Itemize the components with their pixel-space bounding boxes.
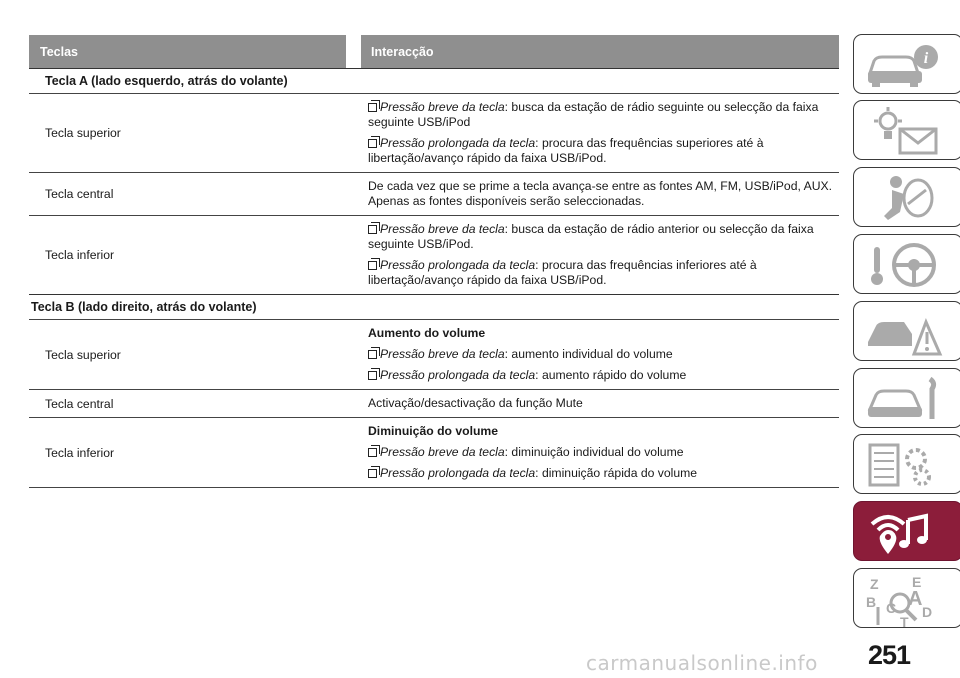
interaction-line [368, 368, 839, 383]
section-title-a: Tecla A (lado esquerdo, atrás do volante) [29, 68, 839, 93]
header-gap [346, 35, 361, 68]
interaction-line [368, 347, 839, 362]
table-header [29, 35, 839, 68]
interaction-cell [368, 94, 839, 172]
safety-airbag-icon [864, 172, 944, 224]
tab-emergency[interactable] [853, 301, 960, 361]
interaction-text: : procura das frequências inferiores até à libertação/avanço rápido da faixa USB/iPod. [368, 258, 757, 287]
key-label: Tecla central [45, 187, 114, 201]
interaction-mode: Pressão prolongada da tecla [380, 466, 536, 480]
interaction-cell [368, 216, 839, 294]
tab-technical-data[interactable] [853, 434, 960, 494]
svg-text:D: D [922, 604, 933, 620]
table-row [29, 319, 839, 389]
emergency-icon [864, 306, 944, 358]
svg-text:C: C [886, 600, 897, 616]
interaction-line [368, 466, 839, 481]
interaction-mode: Pressão breve da tecla [380, 347, 505, 361]
tab-maintenance[interactable] [853, 368, 960, 428]
index-icon [864, 573, 944, 631]
page-number: 251 [868, 640, 911, 670]
section-title-b: Tecla B (lado direito, atrás do volante) [29, 294, 839, 319]
interaction-text: : aumento rápido do volume [535, 368, 687, 382]
bullet-icon [368, 469, 377, 478]
interaction-line [368, 222, 839, 252]
key-label: Tecla central [45, 396, 114, 411]
bullet-icon [368, 139, 377, 148]
svg-text:T: T [900, 614, 909, 630]
header-teclas: Teclas [29, 35, 346, 68]
key-label: Tecla superior [45, 126, 121, 140]
interaction-text: : busca da estação de rádio seguinte ou selecção da faixa seguinte USB/iPod [368, 100, 819, 129]
key-label: Tecla superior [45, 347, 121, 362]
interaction-line [368, 100, 839, 130]
bullet-icon [368, 261, 377, 270]
interaction-text: : procura das frequências superiores até à libertação/avanço rápido da faixa USB/iPod. [368, 136, 764, 165]
key-label: Tecla inferior [45, 248, 115, 262]
svg-text:i: i [923, 50, 929, 67]
technical-data-icon [864, 439, 944, 491]
tab-starting-driving[interactable] [853, 234, 960, 294]
table-row [29, 417, 839, 487]
tab-multimedia[interactable] [853, 501, 960, 561]
tab-index[interactable] [853, 568, 960, 628]
car-info-icon [864, 39, 944, 91]
table-row [29, 172, 839, 215]
svg-text:E: E [912, 574, 922, 590]
svg-text:A: A [908, 588, 923, 610]
interaction-mode: Pressão breve da tecla [380, 100, 505, 114]
interaction-heading: Diminuição do volume [368, 424, 499, 438]
interaction-line [368, 445, 839, 460]
interaction-mode: Pressão prolongada da tecla [380, 258, 536, 272]
interaction-text: : diminuição individual do volume [504, 445, 684, 459]
interaction-line [368, 258, 839, 288]
svg-text:B: B [866, 594, 877, 610]
header-interaccao: Interacção [361, 35, 839, 68]
warning-lights-icon [864, 105, 944, 157]
bullet-icon [368, 225, 377, 234]
watermark: carmanualsonline.info [586, 651, 818, 675]
interaction-cell [368, 418, 839, 487]
interaction-text: De cada vez que se prime a tecla avança-se entre as fontes AM, FM, USB/iPod, AUX. Apenas as fontes disponíveis serão seleccionadas. [368, 179, 833, 208]
table-row [29, 389, 839, 417]
bullet-icon [368, 371, 377, 380]
table-end-rule [29, 487, 839, 488]
tab-warning-lights[interactable] [853, 100, 960, 160]
tab-car-info[interactable] [853, 34, 960, 94]
interaction-cell [368, 390, 839, 417]
table-row [29, 215, 839, 294]
interaction-line [368, 136, 839, 166]
interaction-mode: Pressão breve da tecla [380, 445, 505, 459]
interaction-text: : diminuição rápida do volume [535, 466, 698, 480]
interaction-text: : busca da estação de rádio anterior ou selecção da faixa seguinte USB/iPod. [368, 222, 814, 251]
interaction-mode: Pressão breve da tecla [380, 222, 505, 236]
bullet-icon [368, 350, 377, 359]
interaction-mode: Pressão prolongada da tecla [380, 136, 536, 150]
multimedia-icon [864, 506, 944, 558]
bullet-icon [368, 448, 377, 457]
bullet-icon [368, 103, 377, 112]
interaction-cell [368, 173, 839, 215]
steering-wheel-icon [864, 239, 944, 291]
table-row [29, 93, 839, 172]
interaction-text: : aumento individual do volume [504, 347, 673, 361]
key-label: Tecla inferior [45, 445, 115, 460]
interaction-text: Activação/desactivação da função Mute [368, 396, 583, 410]
tab-safety[interactable] [853, 167, 960, 227]
svg-text:Z: Z [870, 576, 879, 592]
interaction-cell [368, 320, 839, 389]
controls-table [29, 35, 839, 488]
interaction-mode: Pressão prolongada da tecla [380, 368, 536, 382]
maintenance-icon [864, 373, 944, 425]
interaction-heading: Aumento do volume [368, 326, 486, 340]
